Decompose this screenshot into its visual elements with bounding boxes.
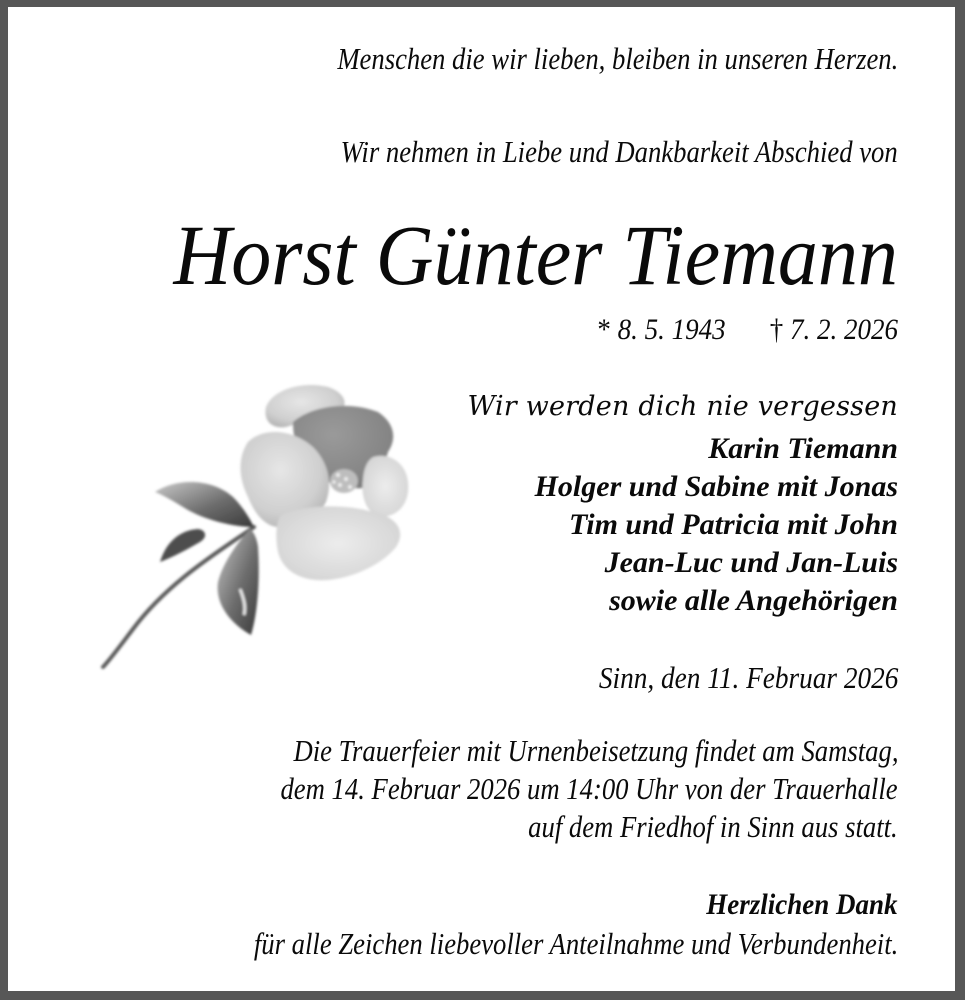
ceremony-line-1: Die Trauerfeier mit Urnenbeisetzung findet am Samstag, — [293, 733, 898, 768]
birth-date: 8. 5. 1943 — [617, 313, 726, 346]
death-cross-icon: † — [769, 313, 784, 346]
death-date: 7. 2. 2026 — [790, 313, 898, 346]
thanks-heading: Herzlichen Dank — [706, 888, 898, 921]
ceremony-line-2: dem 14. Februar 2026 um 14:00 Uhr von der Trauerhalle — [280, 771, 898, 806]
mourner-4: Jean-Luc und Jan-Luis — [604, 546, 898, 579]
ceremony-line-3: auf dem Friedhof in Sinn aus statt. — [528, 809, 898, 844]
thanks-text: für alle Zeichen liebevoller Anteilnahme und Verbundenheit. — [253, 926, 898, 961]
mourner-2: Holger und Sabine mit Jonas — [534, 470, 898, 503]
farewell-line: Wir werden dich nie vergessen — [467, 391, 898, 422]
obituary-notice — [8, 7, 955, 991]
flower-watercolor-icon — [88, 367, 428, 687]
place-date: Sinn, den 11. Februar 2026 — [598, 660, 898, 695]
intro-line: Wir nehmen in Liebe und Dankbarkeit Abschied von — [340, 134, 898, 169]
mourner-5: sowie alle Angehörigen — [609, 584, 898, 617]
mourner-1: Karin Tiemann — [708, 432, 898, 465]
birth-symbol: * — [597, 313, 611, 346]
mourner-3: Tim und Patricia mit John — [569, 508, 898, 541]
motto: Menschen die wir lieben, bleiben in unseren Herzen. — [337, 41, 898, 76]
life-dates — [597, 315, 898, 345]
deceased-name: Horst Günter Tiemann — [173, 207, 898, 303]
